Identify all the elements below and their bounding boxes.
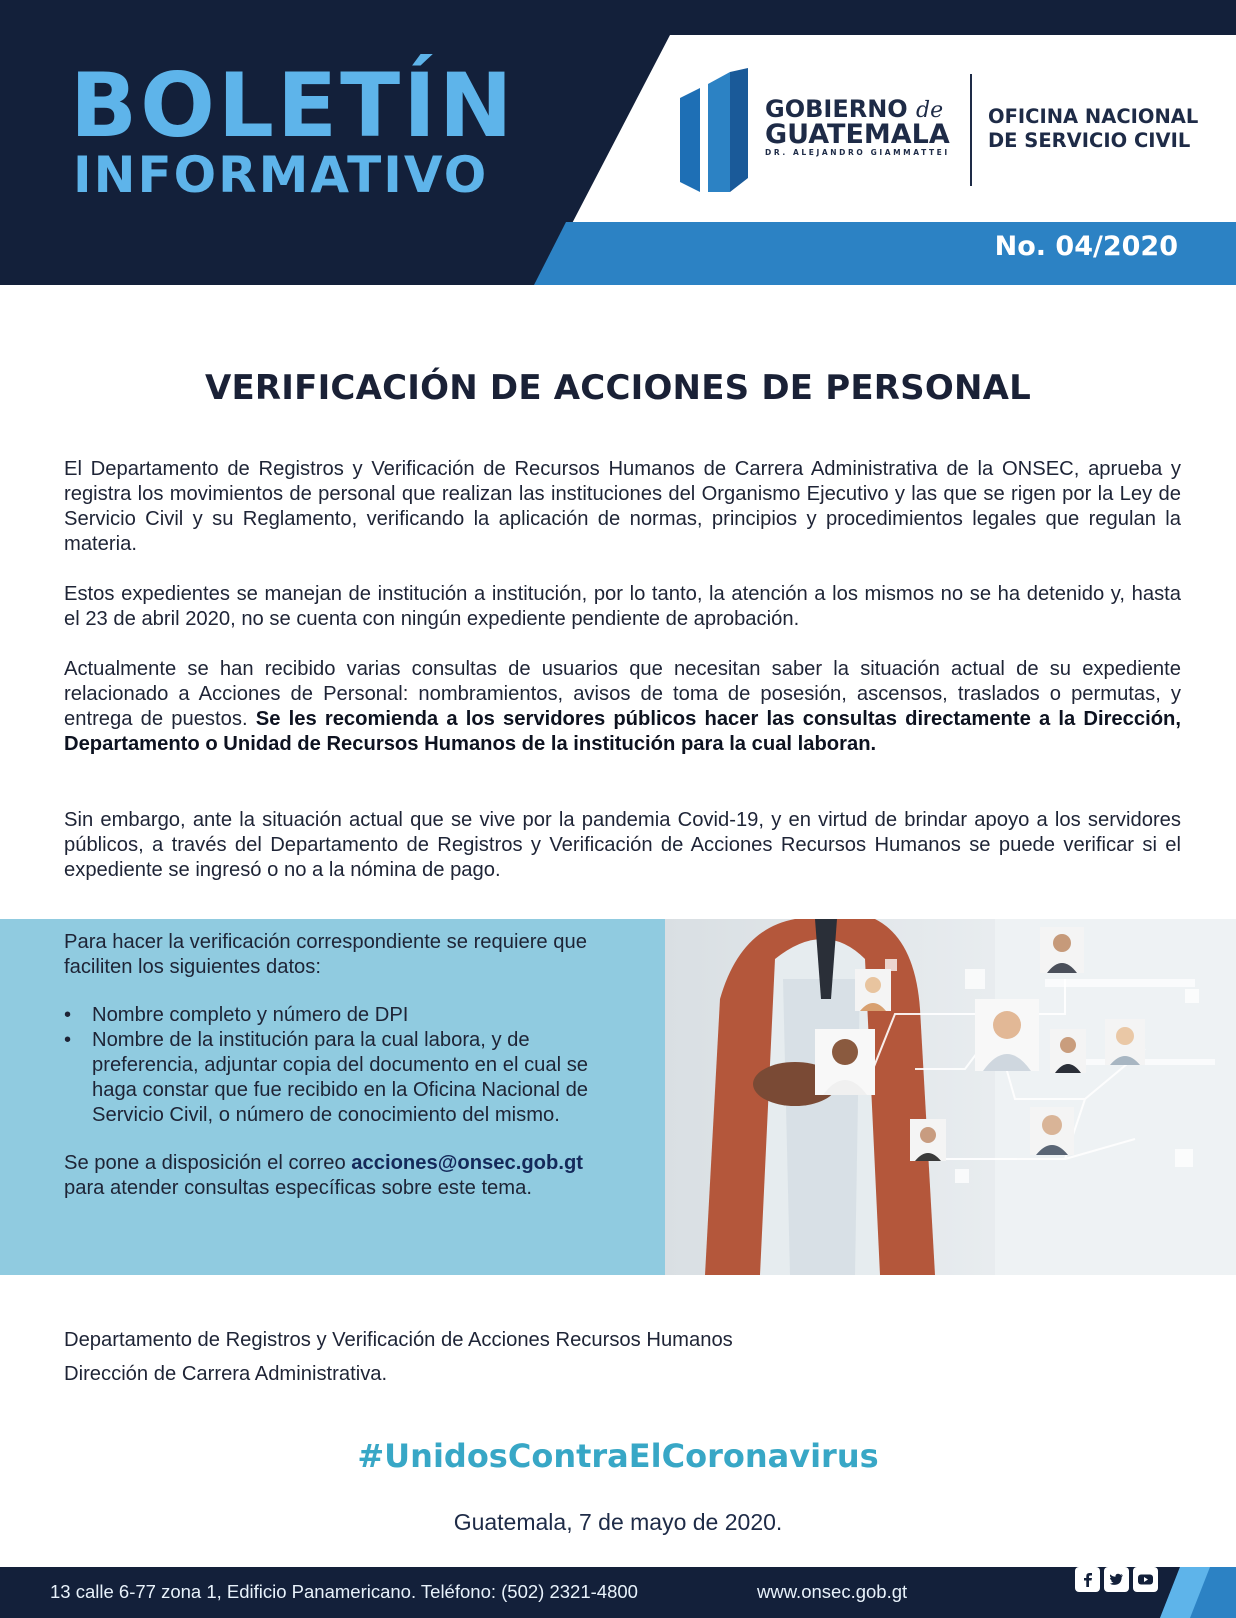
info-intro: Para hacer la verificación correspondiente se requiere que faciliten los siguientes datos: <box>64 931 587 978</box>
paragraph-4: Sin embargo, ante la situación actual que se vive por la pandemia Covid-19, y en virtud de brindar apoyo a los servidores públicos, a través del Departamento de Registros y Verificación de Acciones Recursos Humanos se puede verificar si el expediente se ingresó o no a la nómina de pago. <box>64 809 1181 881</box>
bulletin-subtitle: INFORMATIVO <box>73 146 489 204</box>
paragraph-1: El Departamento de Registros y Verificación de Recursos Humanos de Carrera Administrativa de la ONSEC, aprueba y registra los movimientos de personal que realizan las instituciones del Organismo Ejecutivo y las que se rigen por la Ley de Servicio Civil y su Reglamento, verificando la aplicación de normas, principios y procedimientos legales que regulan la materia. <box>64 458 1181 555</box>
youtube-icon[interactable] <box>1133 1567 1158 1592</box>
network-people-illustration <box>665 919 1236 1275</box>
bulletin-number: No. 04/2020 <box>994 231 1178 262</box>
footer-website-link[interactable]: www.onsec.gob.gt <box>757 1581 908 1602</box>
bulletin-header <box>0 0 1236 285</box>
requirements-list <box>64 1003 624 1128</box>
paragraph-3-recommendation: Se les recomienda a los servidores públicos hacer las consultas directamente a la Dirección, Departamento o Unidad de Recursos Humanos de la institución para la cual laboran. <box>64 708 1181 755</box>
profile-photo-icon <box>1040 927 1084 973</box>
government-name-line2: GUATEMALA <box>765 119 950 150</box>
contact-email-link[interactable]: acciones@onsec.gob.gt <box>351 1152 583 1174</box>
info-box-content <box>64 930 624 1201</box>
logo-divider <box>970 74 972 186</box>
paragraph-3-text: Actualmente se han recibido varias consultas de usuarios que necesitan saber la situación actual de su expediente relacionado a Acciones de Personal: nombramientos, avisos de toma de posesión, ascensos, traslados o permutas, y entrega de puestos. <box>64 658 1181 730</box>
place-and-date: Guatemala, 7 de mayo de 2020. <box>453 1509 783 1535</box>
office-name-line1: OFICINA NACIONAL <box>988 105 1199 128</box>
government-president: DR. ALEJANDRO GIAMMATTEI <box>765 148 950 157</box>
government-name-line1: GOBIERNO de <box>765 95 944 123</box>
government-logo-icon <box>680 68 748 192</box>
requirement-item: • Nombre de la institución para la cual labora, y de preferencia, adjuntar copia del documento en el cual se haga constar que fue recibido en la Oficina Nacional de Servicio Civil, o número de conocimiento del mismo. <box>64 1028 624 1128</box>
bulletin-title: BOLETÍN <box>70 54 516 157</box>
footer-bar <box>0 1567 1236 1618</box>
campaign-hashtag: #UnidosContraElCoronavirus <box>357 1437 879 1475</box>
signature-department: Departamento de Registros y Verificación de Acciones Recursos Humanos <box>64 1329 733 1351</box>
document-title: VERIFICACIÓN DE ACCIONES DE PERSONAL <box>204 368 1031 408</box>
signature-direction: Dirección de Carrera Administrativa. <box>64 1363 388 1385</box>
contact-text: Se pone a disposición el correo acciones@onsec.gob.gt para atender consultas específicas sobre este tema. <box>64 1152 583 1199</box>
paragraph-2: Estos expedientes se manejan de institución a institución, por lo tanto, la atención a los mismos no se ha detenido y, hasta el 23 de abril 2020, no se cuenta con ningún expediente pendiente de aprobación. <box>64 583 1181 630</box>
footer-address: 13 calle 6-77 zona 1, Edificio Panamericano. Teléfono: (502) 2321-4800 <box>50 1581 638 1602</box>
office-name-line2: DE SERVICIO CIVIL <box>988 129 1191 152</box>
facebook-icon[interactable] <box>1075 1567 1100 1592</box>
twitter-icon[interactable] <box>1104 1567 1129 1592</box>
paragraph-3 <box>64 657 1181 757</box>
requirement-item: • Nombre completo y número de DPI <box>64 1003 624 1028</box>
